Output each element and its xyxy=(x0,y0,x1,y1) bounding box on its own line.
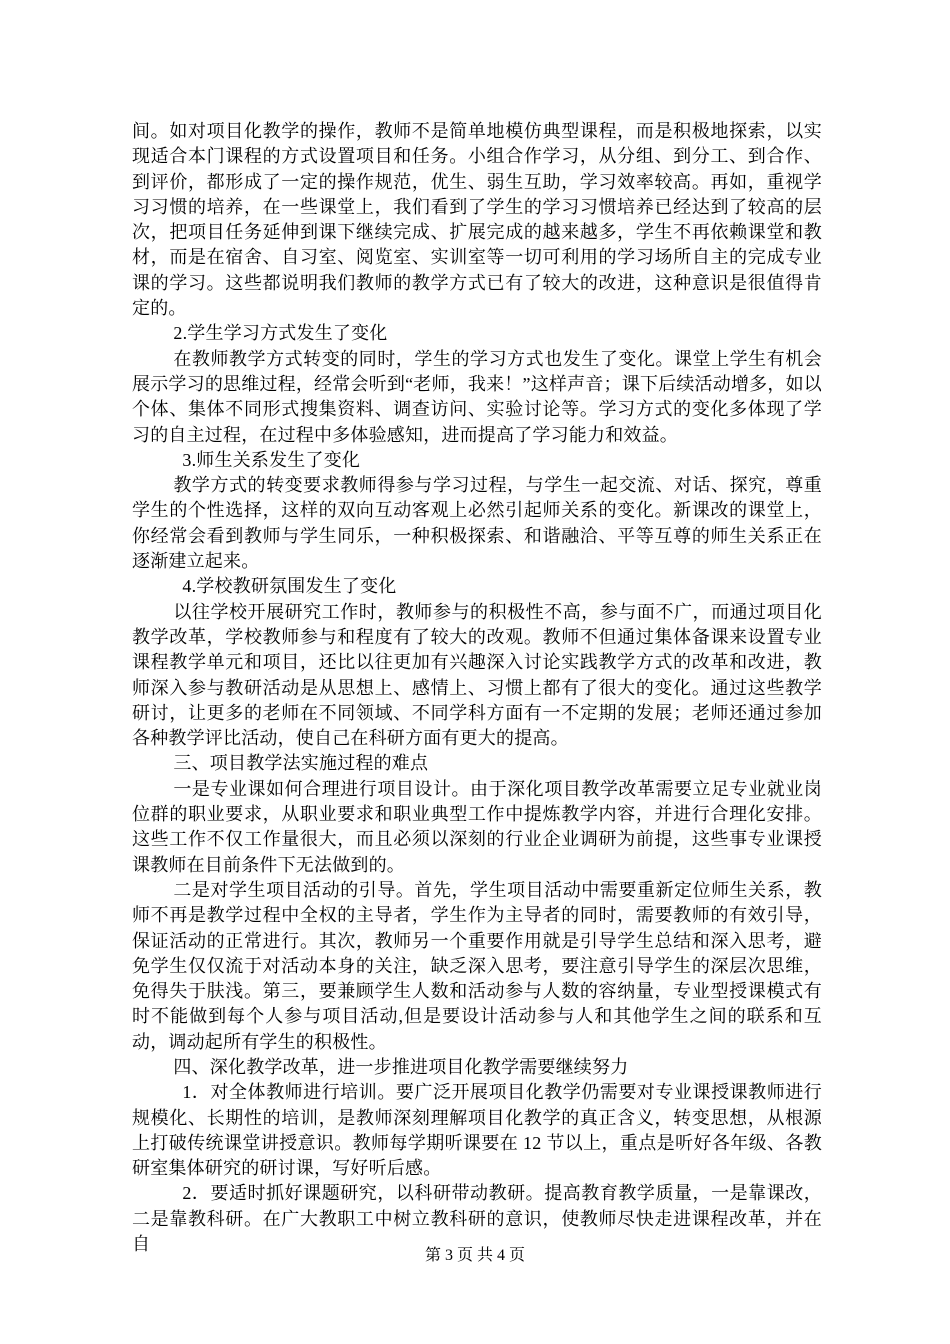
section-heading: 2.学生学习方式发生了变化 xyxy=(173,323,388,344)
paragraph: 以往学校开展研究工作时，教师参与的积极性不高，参与面不广，而通过项目化教学改革，学校教师参与和程度有了较大的改观。教师不但通过集体备课来设置专业课程教学单元和项目，还比以往更加有兴趣深入讨论实践教学方式的改革和改进，教师深入参与教研活动是从思想上、感情上、习惯上都有了很大的变化。通过这些教学研讨，让更多的老师在不同领域、不同学科方面有一不定期的发展；老师还通过参加各种教学评比活动，使自己在科研方面有更大的提高。 xyxy=(132,601,822,749)
paragraph: 一是专业课如何合理进行项目设计。由于深化项目教学改革需要立足专业就业岗位群的职业要求，从职业要求和职业典型工作中提炼教学内容，并进行合理化安排。这些工作不仅工作量很大，而且必须以深刻的行业企业调研为前提，这些事专业课授课教师在目前条件下无法做到的。 xyxy=(132,778,822,875)
paragraph: 教学方式的转变要求教师得参与学习过程，与学生一起交流、对话、探究，尊重学生的个性选择，这样的双向互动客观上必然引起师关系的变化。新课改的课堂上，你经常会看到教师与学生同乐，一种积极探索、和谐融洽、平等互尊的师生关系正在逐渐建立起来。 xyxy=(132,475,822,572)
paragraph: 2．要适时抓好课题研究，以科研带动教研。提高教育教学质量，一是靠课改，二是靠教科研。在广大教职工中树立教科研的意识，使教师尽快走进课程改革，并在自 xyxy=(132,1183,822,1255)
section-heading: 四、深化教学改革，进一步推进项目化教学需要继续努力 xyxy=(173,1056,629,1077)
section-heading: 3.师生关系发生了变化 xyxy=(182,449,361,470)
paragraph: 1．对全体教师进行培训。要广泛开展项目化教学仍需要对专业课授课教师进行规模化、长期性的培训，是教师深刻理解项目化教学的真正含义，转变思想，从根源上打破传统课堂讲授意识。教师每学期听课要在 12 节以上，重点是听好各年级、各教研室集体研究的研讨课，写好听后感。 xyxy=(132,1082,822,1179)
page-number-footer: 第 3 页 共 4 页 xyxy=(424,1247,525,1264)
document-body xyxy=(132,119,822,1257)
paragraph: 在教师教学方式转变的同时，学生的学习方式也发生了变化。课堂上学生有机会展示学习的思维过程，经常会听到“老师，我来！”这样声音；课下后续活动增多，如以个体、集体不同形式搜集资料、调查访问、实验讨论等。学习方式的变化多体现了学习的自主过程，在过程中多体验感知，进而提高了学习能力和效益。 xyxy=(132,348,822,445)
section-heading: 三、项目教学法实施过程的难点 xyxy=(173,753,429,774)
paragraph: 二是对学生项目活动的引导。首先，学生项目活动中需要重新定位师生关系，教师不再是教学过程中全权的主导者，学生作为主导者的同时，需要教师的有效引导，保证活动的正常进行。其次，教师另一个重要作用就是引导学生总结和深入思考，避免学生仅仅流于对活动本身的关注，缺乏深入思考，要注意引导学生的深层次思维，免得失于肤浅。第三，要兼顾学生人数和活动参与人数的容纳量，专业型授课模式有时不能做到每个人参与项目活动,但是要设计活动参与人和其他学生之间的联系和互动，调动起所有学生的积极性。 xyxy=(132,879,822,1052)
section-heading: 4.学校教研氛围发生了变化 xyxy=(182,576,397,597)
paragraph: 间。如对项目化教学的操作，教师不是简单地模仿典型课程，而是积极地探索，以实现适合本门课程的方式设置项目和任务。小组合作学习，从分组、到分工、到合作、到评价，都形成了一定的操作规范，优生、弱生互助，学习效率较高。再如，重视学习习惯的培养，在一些课堂上，我们看到了学生的学习习惯培养已经达到了较高的层次，把项目任务延伸到课下继续完成、扩展完成的越来越多，学生不再依赖课堂和教材，而是在宿舍、自习室、阅览室、实训室等一切可利用的学习场所自主的完成专业课的学习。这些都说明我们教师的教学方式已有了较大的改进，这种意识是很值得肯定的。 xyxy=(132,121,822,319)
